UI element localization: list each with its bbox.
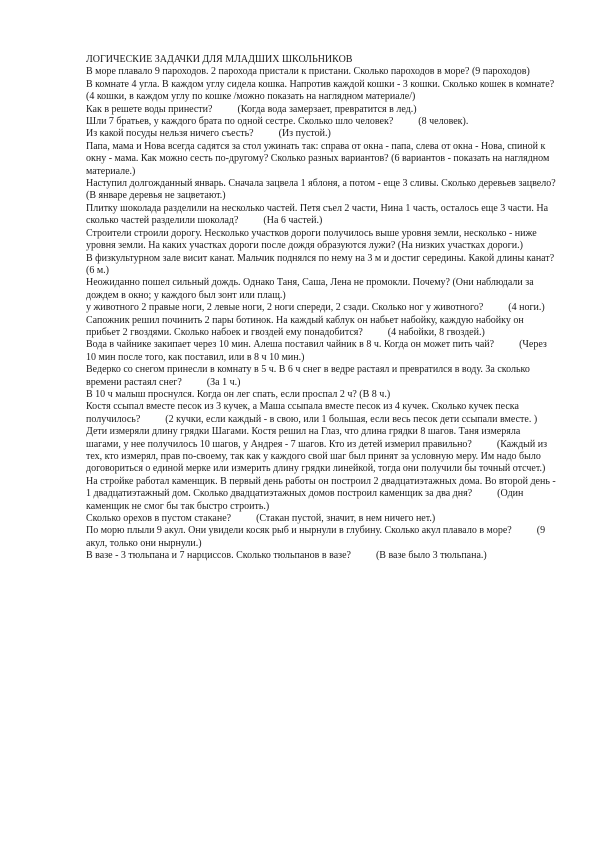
puzzle-paragraph: В море плавало 9 пароходов. 2 парохода пристали к пристани. Сколько пароходов в море? (9 пароходов)	[86, 66, 530, 78]
puzzle-paragraph: Плитку шоколада разделили на несколько частей. Петя съел 2 части, Нина 1 часть, осталось еще 3 части. На сколько частей разделили шоколад? (На 6 частей.)	[86, 202, 551, 227]
paragraph-list	[86, 66, 581, 562]
puzzle-paragraph: В комнате 4 угла. В каждом углу сидела кошка. Напротив каждой кошки - 3 кошки. Сколько кошек в комнате? (4 кошки, в каждом углу по кошке /можно показать на наглядном материале/)	[86, 78, 580, 103]
puzzle-paragraph: Костя ссыпал вместе песок из 3 кучек, а Маша ссыпала вместе песок из 4 кучек. Сколько кучек песка получилось? (2 кучки, если каждый - в свою, или 1 большая, если весь песок дети ссыпали вместе. )	[86, 401, 538, 425]
puzzle-paragraph: В 10 ч малыш проснулся. Когда он лег спать, если проспал 2 ч? (В 8 ч.)	[86, 388, 391, 400]
puzzle-paragraph: Сколько орехов в пустом стакане? (Стакан пустой, значит, в нем ничего нет.)	[86, 513, 436, 525]
puzzle-paragraph: На стройке работал каменщик. В первый день работы он построил 2 двадцатиэтажных дома. Во второй день - 1 двадцатиэтажный дом. Сколько двадцатиэтажных домов построил каменщик за два дня? (Один каменщик не смог бы так быстро строить.)	[86, 475, 559, 512]
puzzle-paragraph: Вода в чайнике закипает через 10 мин. Алеша поставил чайник в 8 ч. Когда он может пить чай? (Через 10 мин после того, как поставил, или в 8 ч 10 мин.)	[86, 339, 550, 363]
puzzle-paragraph: Папа, мама и Нова всегда садятся за стол ужинать так: справа от окна - папа, слева от окна - Нова, спиной к окну - мама. Как можно сесть по-другому? Сколько разных вариантов? (6 вариантов - показать на наглядном материале.)	[86, 140, 552, 177]
puzzle-paragraph: у животного 2 правые ноги, 2 левые ноги, 2 ноги спереди, 2 сзади. Сколько ног у животного? (4 ноги.)	[86, 302, 545, 314]
document-title: ЛОГИЧЕСКИЕ ЗАДАЧКИ ДЛЯ МЛАДШИХ ШКОЛЬНИКОВ	[86, 54, 353, 65]
puzzle-paragraph: Шли 7 братьев, у каждого брата по одной сестре. Сколько шло человек? (8 человек).	[86, 116, 469, 128]
puzzle-paragraph: Дети измеряли длину грядки Шагами. Костя решил на Глаз, что длина грядки 8 шагов. Таня измеряла шагами, у нее получилось 10 шагов, у Андрея - 7 шагов. Кто из детей измерил правильно? (Каждый из тех, кто измерял, прав по-своему, так как у каждого свой шаг был принят за условную меру. Им надо было договориться о единой мерке или измерить длину грядки линейкой, тогда они получили бы точный отсчет.)	[86, 426, 550, 475]
puzzle-paragraph: В физкультурном зале висит канат. Мальчик поднялся по нему на 3 м и достиг середины. Какой длины канат? (6 м.)	[86, 252, 580, 276]
puzzle-paragraph: По морю плыли 9 акул. Они увидели косяк рыб и нырнули в глубину. Сколько акул плавало в море? (9 акул, только они нырнули.)	[86, 525, 548, 549]
puzzle-paragraph: Ведерко со снегом принесли в комнату в 5 ч. В 6 ч снег в ведре растаял и превратился в воду. За сколько времени растаял снег? (За 1 ч.)	[86, 364, 533, 388]
puzzle-paragraph: В вазе - 3 тюльпана и 7 нарциссов. Сколько тюльпанов в вазе? (В вазе было 3 тюльпана.)	[86, 550, 487, 562]
puzzle-paragraph: Как в решете воды принести? (Когда вода замерзает, превратится в лед.)	[86, 103, 417, 115]
puzzle-paragraph: Сапожник решил починить 2 пары ботинок. На каждый каблук он набьет набойку, каждую набойку он прибьет 2 гвоздями. Сколько набоек и гвоздей ему понадобится? (4 набойки, 8 гвоздей.)	[86, 314, 527, 338]
document-body	[86, 54, 581, 563]
puzzle-paragraph: Неожиданно пошел сильный дождь. Однако Таня, Саша, Лена не промокли. Почему? (Они наблюдали за дождем в окно; у каждого был зонт или плащ.)	[86, 277, 537, 301]
puzzle-paragraph: Из какой посуды нельзя ничего съесть? (Из пустой.)	[86, 128, 331, 140]
puzzle-paragraph: Наступил долгожданный январь. Сначала зацвела 1 яблоня, а потом - еще 3 сливы. Сколько деревьев зацвело? (В январе деревья не зацветают.)	[86, 178, 581, 202]
puzzle-paragraph: Строители строили дорогу. Несколько участков дороги получилось выше уровня земли, несколько - ниже уровня земли. На каких участках дороги после дождя образуются лужи? (На низких участках дороги.)	[86, 227, 540, 252]
